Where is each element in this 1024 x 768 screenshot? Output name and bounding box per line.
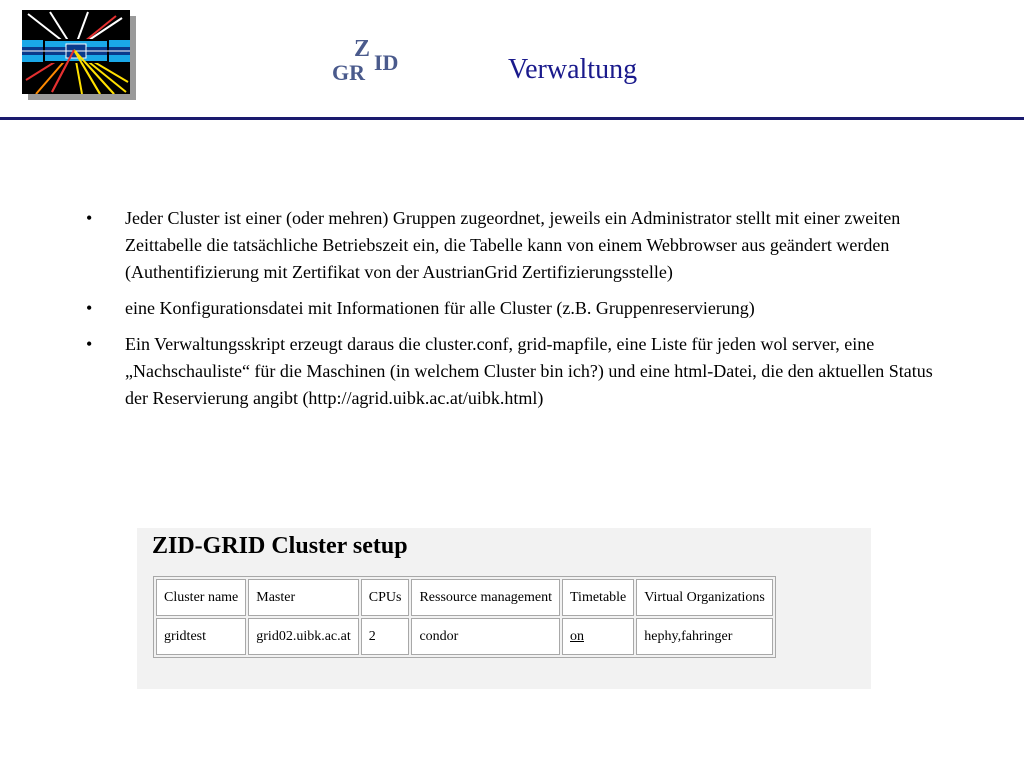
header-cell-cpus: CPUs	[361, 579, 410, 616]
bullet-list	[86, 205, 944, 421]
bullet-marker: •	[86, 208, 93, 228]
bullet-marker: •	[86, 298, 93, 318]
bullet-text: Jeder Cluster ist einer (oder mehren) Gruppen zugeordnet, jeweils ein Administrator stellt mit einer zweiten Zeittabelle die tatsächliche Betriebszeit ein, die Tabelle kann von einem Webbrowser aus geändert werden (Authentifizierung mit Zertifikat von der AustrianGrid Zertifizierungsstelle)	[125, 208, 901, 282]
zid-grid-logo	[330, 36, 410, 86]
slide-title: Verwaltung	[508, 54, 638, 85]
timetable-link[interactable]: on	[570, 628, 584, 644]
header-cell-cluster-name: Cluster name	[156, 579, 246, 616]
cell-virtual-organizations: hephy,fahringer	[636, 618, 773, 655]
bullet-text: Ein Verwaltungsskript erzeugt daraus die cluster.conf, grid-mapfile, eine Liste für jeden wol server, eine „Nachschauliste“ für die Maschinen (in welchem Cluster bin ich?) und eine html-Datei, die den aktuellen Status der Reservierung angibt (http://agrid.uibk.ac.at/uibk.html)	[125, 334, 933, 408]
cluster-setup-table	[153, 576, 776, 658]
cell-timetable	[562, 618, 634, 655]
cell-cpus: 2	[361, 618, 410, 655]
header-cell-ressource-management: Ressource management	[411, 579, 560, 616]
experiment-logo	[22, 10, 130, 94]
bullet-marker: •	[86, 334, 93, 354]
header-cell-timetable: Timetable	[562, 579, 634, 616]
cell-ressource-management: condor	[411, 618, 560, 655]
particle-tracks-image	[22, 10, 130, 94]
title-divider	[0, 117, 1024, 120]
zid-logo-letters-gr: GR	[332, 60, 365, 85]
zid-logo-letter-z: Z	[354, 36, 371, 62]
header-cell-master: Master	[248, 579, 358, 616]
cluster-setup-title: ZID-GRID Cluster setup	[152, 533, 408, 559]
bullet-item	[86, 205, 944, 286]
cell-master: grid02.uibk.ac.at	[248, 618, 358, 655]
cluster-setup-screenshot	[137, 528, 871, 689]
table-row	[156, 618, 773, 655]
table-header-row	[156, 579, 773, 616]
header-cell-virtual-organizations: Virtual Organizations	[636, 579, 773, 616]
bullet-text: eine Konfigurationsdatei mit Informationen für alle Cluster (z.B. Gruppenreservierung)	[125, 298, 755, 318]
zid-logo-letters-id: ID	[374, 50, 399, 75]
bullet-item	[86, 295, 944, 322]
cell-cluster-name: gridtest	[156, 618, 246, 655]
bullet-item	[86, 331, 944, 412]
